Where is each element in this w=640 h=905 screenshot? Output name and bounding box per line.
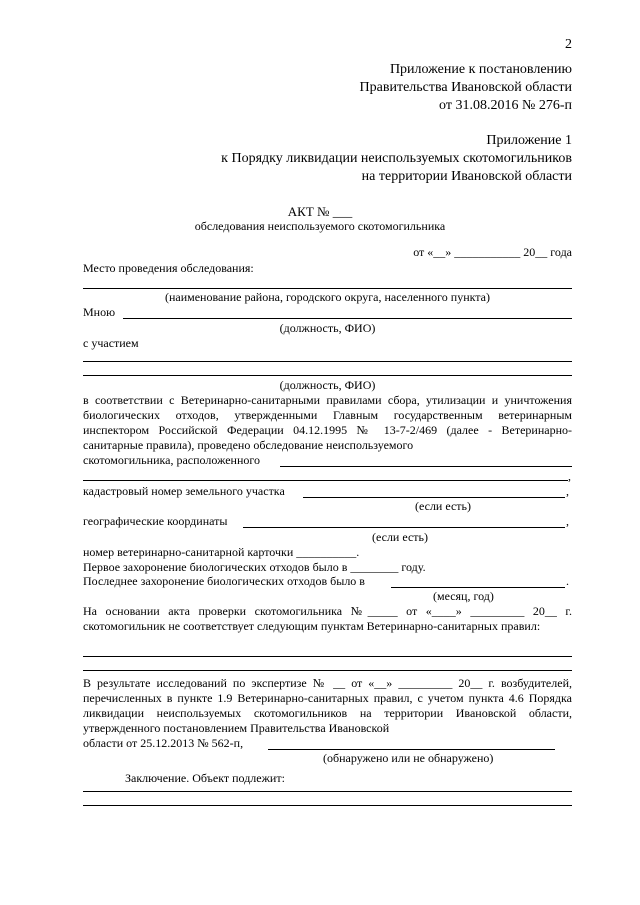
place-label: Место проведения обследования:	[83, 261, 254, 275]
conclusion-fill-line-2[interactable]	[83, 805, 572, 806]
detected-fill-line[interactable]	[268, 749, 555, 750]
act-subtitle: обследования неиспользуемого скотомогильника	[194, 219, 446, 233]
located-label: скотомогильника, расположенного	[83, 453, 260, 467]
place-hint: (наименование района, городского округа, населенного пункта)	[164, 290, 491, 304]
last-burial-fill-line[interactable]	[391, 587, 565, 588]
header-line-1: Приложение к постановлению	[389, 62, 572, 77]
results-last-line: области от 25.12.2013 № 562-п,	[83, 736, 244, 750]
conclusion-fill-line-1[interactable]	[83, 791, 572, 792]
if-any-hint-1: (если есть)	[415, 499, 472, 513]
comma-mark: ,	[568, 469, 571, 483]
rules-paragraph: в соответствии с Ветеринарно-санитарными правилами сбора, утилизации и уничтожения биологических отходов, утвержденными Главным государственным ветеринарным инспектором Российской Федерации 04.12.1995 № 13-7-2/469 (далее - Ветеринарно-санитарные правила), проведено обследование неиспользуемого	[83, 393, 572, 452]
appendix-line-2: к Порядку ликвидации неиспользуемых скотомогильников	[221, 151, 572, 166]
geo-label: географические координаты	[83, 514, 228, 528]
cadastral-label: кадастровый номер земельного участка	[83, 484, 285, 498]
comma-mark-2: ,	[566, 484, 569, 498]
comma-mark-3: ,	[566, 514, 569, 528]
detected-hint: (обнаружено или не обнаружено)	[323, 751, 494, 765]
participation-fill-line-1[interactable]	[83, 361, 572, 362]
position-hint-2: (должность, ФИО)	[279, 378, 376, 392]
geo-fill-line[interactable]	[243, 527, 565, 528]
participation-fill-line-2[interactable]	[83, 375, 572, 376]
position-hint: (должность, ФИО)	[279, 321, 376, 335]
month-year-hint: (месяц, год)	[433, 589, 494, 603]
act-date: от «__» ___________ 20__ года	[413, 245, 572, 259]
place-fill-line[interactable]	[83, 288, 572, 289]
cadastral-fill-line[interactable]	[303, 497, 565, 498]
first-burial-line: Первое захоронение биологических отходов было в ________ году.	[83, 560, 426, 574]
header-line-3: от 31.08.2016 № 276-п	[439, 98, 572, 113]
inspection-paragraph: На основании акта проверки скотомогильника №_____ от «____» _________ 20__ г. скотомогильник не соответствует следующим пунктам Ветеринарно-санитарных правил:	[83, 604, 572, 633]
vet-card-line: номер ветеринарно-санитарной карточки __________.	[83, 545, 360, 559]
results-paragraph: В результате исследований по экспертизе № __ от «__» _________ 20__ г. возбудителей, перечисленных в пункте 1.9 Ветеринарно-санитарных правил, с учетом пункта 4.6 Порядка ликвидации неиспользуемых скотомогильников на территории Ивановской области, утвержденного постановлением Правительства Ивановской	[83, 676, 572, 735]
conclusion-label: Заключение. Объект подлежит:	[125, 771, 285, 785]
if-any-hint-2: (если есть)	[372, 530, 429, 544]
me-fill-line[interactable]	[123, 318, 572, 319]
inspection-fill-line-2[interactable]	[83, 670, 572, 671]
located-fill-line-2[interactable]	[83, 480, 568, 481]
act-title: АКТ № ___	[287, 204, 353, 219]
participation-label: с участием	[83, 336, 139, 350]
located-fill-line[interactable]	[280, 466, 572, 467]
appendix-line-1: Приложение 1	[486, 133, 572, 148]
inspection-fill-line-1[interactable]	[83, 656, 572, 657]
last-burial-label: Последнее захоронение биологических отходов было в	[83, 574, 365, 588]
me-label: Мною	[83, 305, 116, 319]
period-mark: .	[566, 574, 569, 588]
page-number: 2	[565, 37, 572, 52]
header-line-2: Правительства Ивановской области	[359, 80, 572, 95]
appendix-line-3: на территории Ивановской области	[361, 169, 572, 184]
